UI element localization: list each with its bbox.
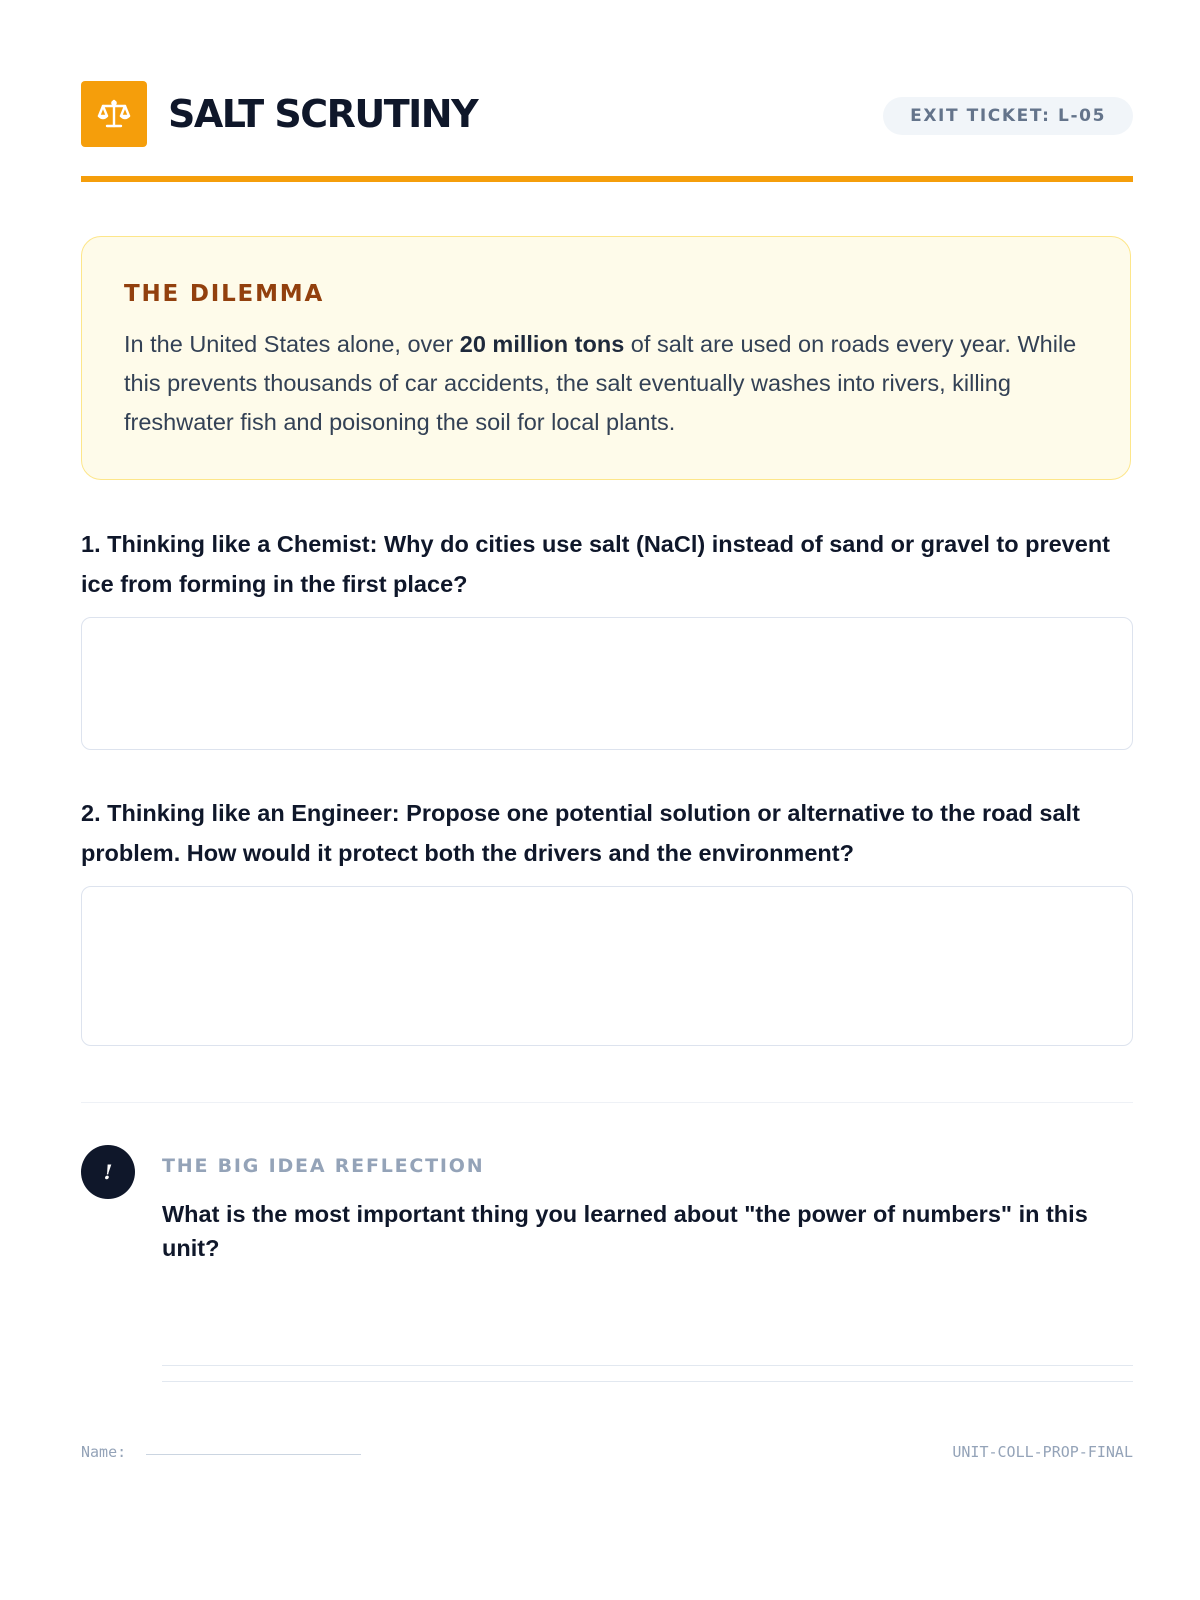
answer-box-1[interactable] xyxy=(81,617,1133,750)
reflection-answer-line-1[interactable] xyxy=(162,1365,1133,1366)
unit-code: UNIT-COLL-PROP-FINAL xyxy=(952,1443,1133,1461)
answer-box-2[interactable] xyxy=(81,886,1133,1046)
dilemma-callout xyxy=(81,236,1131,480)
name-label: Name: xyxy=(81,1443,127,1461)
header-divider xyxy=(81,176,1133,182)
exit-ticket-badge: EXIT TICKET: L-05 xyxy=(883,97,1133,135)
header xyxy=(81,81,1133,147)
dilemma-text-intro: In the United States alone, over xyxy=(124,331,460,357)
dilemma-text-rest: of salt are used on roads every year. While this prevents thousands of car accidents, the salt eventually washes into rivers, killing freshwater fish and poisoning the soil for local plants. xyxy=(124,331,1077,435)
question-1: 1. Thinking like a Chemist: Why do cities use salt (NaCl) instead of sand or gravel to prevent ice from forming in the first place? xyxy=(81,531,1110,597)
dilemma-heading: THE DILEMMA xyxy=(124,281,325,307)
exit-ticket-page xyxy=(81,0,1133,1600)
dilemma-statistic: 20 million tons xyxy=(459,331,625,357)
balance-scale-icon xyxy=(81,81,147,147)
reflection-answer-line-2[interactable] xyxy=(162,1381,1133,1382)
name-field-line[interactable] xyxy=(146,1454,361,1455)
reflection-heading: THE BIG IDEA REFLECTION xyxy=(162,1155,485,1177)
question-2: 2. Thinking like an Engineer: Propose one potential solution or alternative to the road salt problem. How would it protect both the drivers and the environment? xyxy=(81,800,1080,866)
exclamation-icon: ! xyxy=(81,1145,135,1199)
section-divider xyxy=(81,1102,1133,1103)
page-title: SALT SCRUTINY xyxy=(168,92,478,136)
reflection-question: What is the most important thing you learned about "the power of numbers" in this unit? xyxy=(162,1201,1088,1261)
dilemma-text xyxy=(124,325,1094,442)
